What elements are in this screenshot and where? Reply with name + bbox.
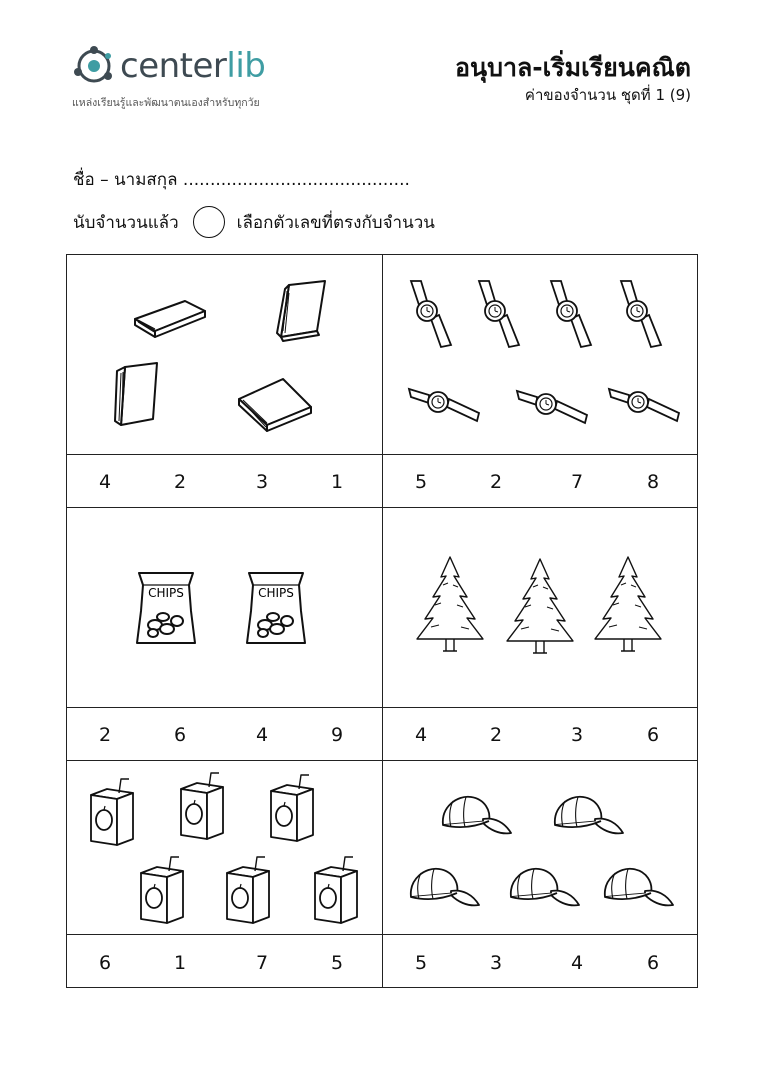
choice-number[interactable]: 1 [173,952,187,974]
pine-tree-icon [591,555,665,657]
choice-number[interactable]: 8 [646,471,660,493]
instruction-before: นับจำนวนแล้ว [73,212,179,233]
choice-number[interactable]: 4 [570,952,584,974]
grid-divider [67,760,697,761]
grid-divider [67,707,697,708]
instruction-after: เลือกตัวเลขที่ตรงกับจำนวน [236,212,435,233]
choice-number[interactable]: 1 [330,471,344,493]
chips-label: CHIPS [258,586,294,600]
choice-number[interactable]: 4 [255,724,269,746]
choice-number[interactable]: 2 [98,724,112,746]
chips-bag-icon [245,571,307,649]
watch-icon [547,279,593,353]
choice-number[interactable]: 3 [489,952,503,974]
choice-number[interactable]: 2 [173,471,187,493]
book-icon [113,363,159,433]
watch-icon [475,279,521,353]
juice-box-icon [87,777,137,851]
cap-icon [601,865,675,915]
watch-icon [407,383,481,433]
worksheet-subtitle: ค่าของจำนวน ชุดที่ 1 (9) [524,86,691,104]
choice-number[interactable]: 6 [98,952,112,974]
logo-molecule-icon [70,42,118,90]
exercise-grid [66,254,698,988]
choice-number[interactable]: 6 [173,724,187,746]
logo-wordmark: centerlib [120,46,266,86]
cap-icon [507,865,581,915]
watch-icon [617,279,663,353]
juice-box-icon [177,771,227,845]
choice-number[interactable]: 9 [330,724,344,746]
choice-number[interactable]: 3 [255,471,269,493]
book-icon [133,291,209,343]
choice-number[interactable]: 7 [255,952,269,974]
grid-divider [67,507,697,508]
juice-box-icon [223,855,273,929]
choice-number[interactable]: 3 [570,724,584,746]
circle-icon [193,206,225,238]
watch-icon [407,279,453,353]
juice-box-icon [311,855,361,929]
chips-label: CHIPS [148,586,184,600]
choice-number[interactable]: 5 [414,952,428,974]
worksheet-title: อนุบาล-เริ่มเรียนคณิต [454,53,691,82]
choice-number[interactable]: 4 [414,724,428,746]
watch-icon [607,383,681,433]
cap-icon [407,865,481,915]
pine-tree-icon [413,555,487,657]
cap-icon [439,793,513,843]
choice-number[interactable]: 5 [330,952,344,974]
choice-number[interactable]: 5 [414,471,428,493]
choice-number[interactable]: 7 [570,471,584,493]
centerlib-logo [70,42,310,112]
cap-icon [551,793,625,843]
choice-number[interactable]: 4 [98,471,112,493]
chips-bag-icon [135,571,197,649]
juice-box-icon [267,773,317,847]
grid-divider [382,255,383,987]
choice-number[interactable]: 6 [646,952,660,974]
pine-tree-icon [503,557,577,659]
instruction [73,206,435,238]
juice-box-icon [137,855,187,929]
choice-number[interactable]: 2 [489,724,503,746]
grid-divider [67,454,697,455]
book-icon [237,375,313,435]
grid-divider [67,934,697,935]
logo-tagline: แหล่งเรียนรู้และพัฒนาตนเองสำหรับทุกวัย [72,97,260,109]
book-icon [275,281,331,347]
choice-number[interactable]: 6 [646,724,660,746]
name-field-line[interactable]: ชื่อ – นามสกุล .......................................... [73,170,410,190]
choice-number[interactable]: 2 [489,471,503,493]
watch-icon [515,385,589,435]
